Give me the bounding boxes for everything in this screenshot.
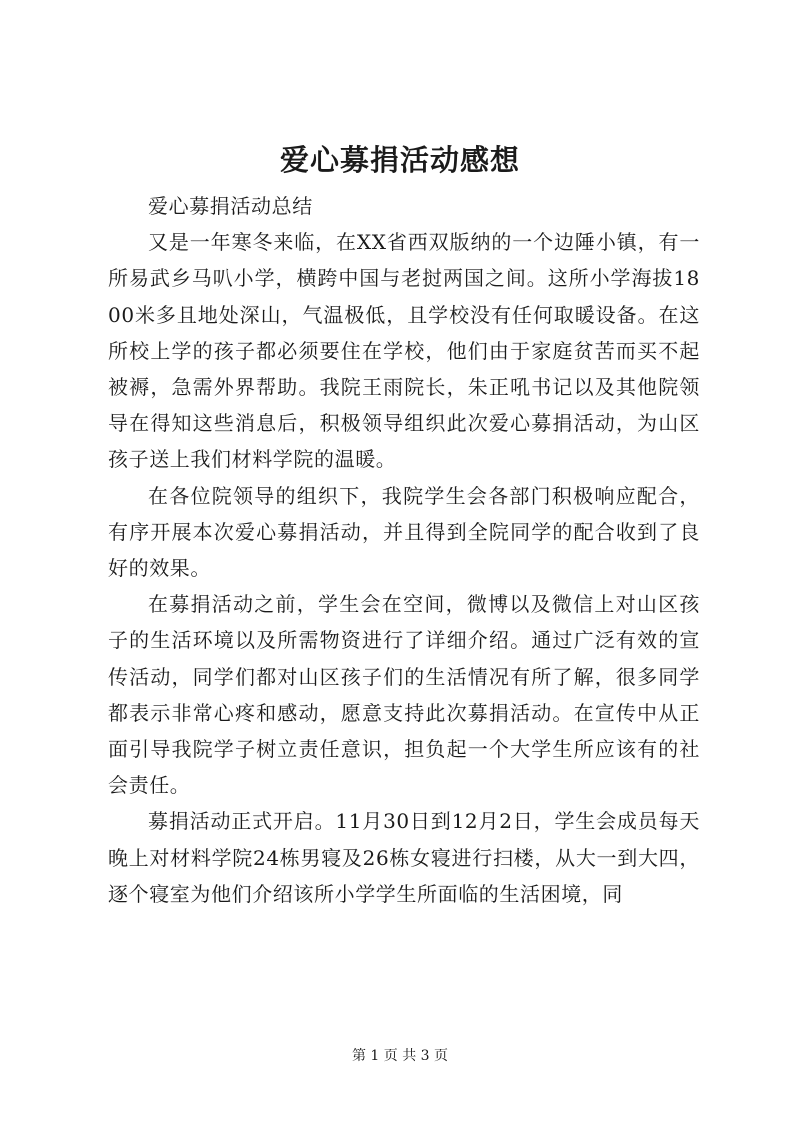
paragraph: 募捐活动正式开启。11月30日到12月2日，学生会成员每天晚上对材料学院24栋男寝及26栋女寝进行扫楼，从大一到大四，逐个寝室为他们介绍该所小学学生所面临的生活困境，同 xyxy=(108,809,700,906)
document-body xyxy=(108,188,700,912)
paragraph-subtitle: 爱心募捐活动总结 xyxy=(148,194,313,218)
document-title: 爱心募捐活动感想 xyxy=(279,143,520,177)
paragraph: 在募捐活动之前，学生会在空间，微博以及微信上对山区孩子的生活环境以及所需物资进行了详细介绍。通过广泛有效的宣传活动，同学们都对山区孩子们的生活情况有所了解，很多同学都表示非常心疼和感动，愿意支持此次募捐活动。在宣传中从正面引导我院学子树立责任意识，担负起一个大学生所应该有的社会责任。 xyxy=(108,592,700,798)
page-number-footer: 第 1 页 共 3 页 xyxy=(351,1048,449,1064)
paragraph: 又是一年寒冬来临，在XX省西双版纳的一个边陲小镇，有一所易武乡马叭小学，横跨中国与老挝两国之间。这所小学海拔1800米多且地处深山，气温极低，且学校没有任何取暖设备。在这所校上学的孩子都必须要住在学校，他们由于家庭贫苦而买不起被褥，急需外界帮助。我院王雨院长，朱正吼书记以及其他院领导在得知这些消息后，积极领导组织此次爱心募捐活动，为山区孩子送上我们材料学院的温暖。 xyxy=(108,230,700,472)
paragraph: 在各位院领导的组织下，我院学生会各部门积极响应配合，有序开展本次爱心募捐活动，并且得到全院同学的配合收到了良好的效果。 xyxy=(108,483,700,581)
